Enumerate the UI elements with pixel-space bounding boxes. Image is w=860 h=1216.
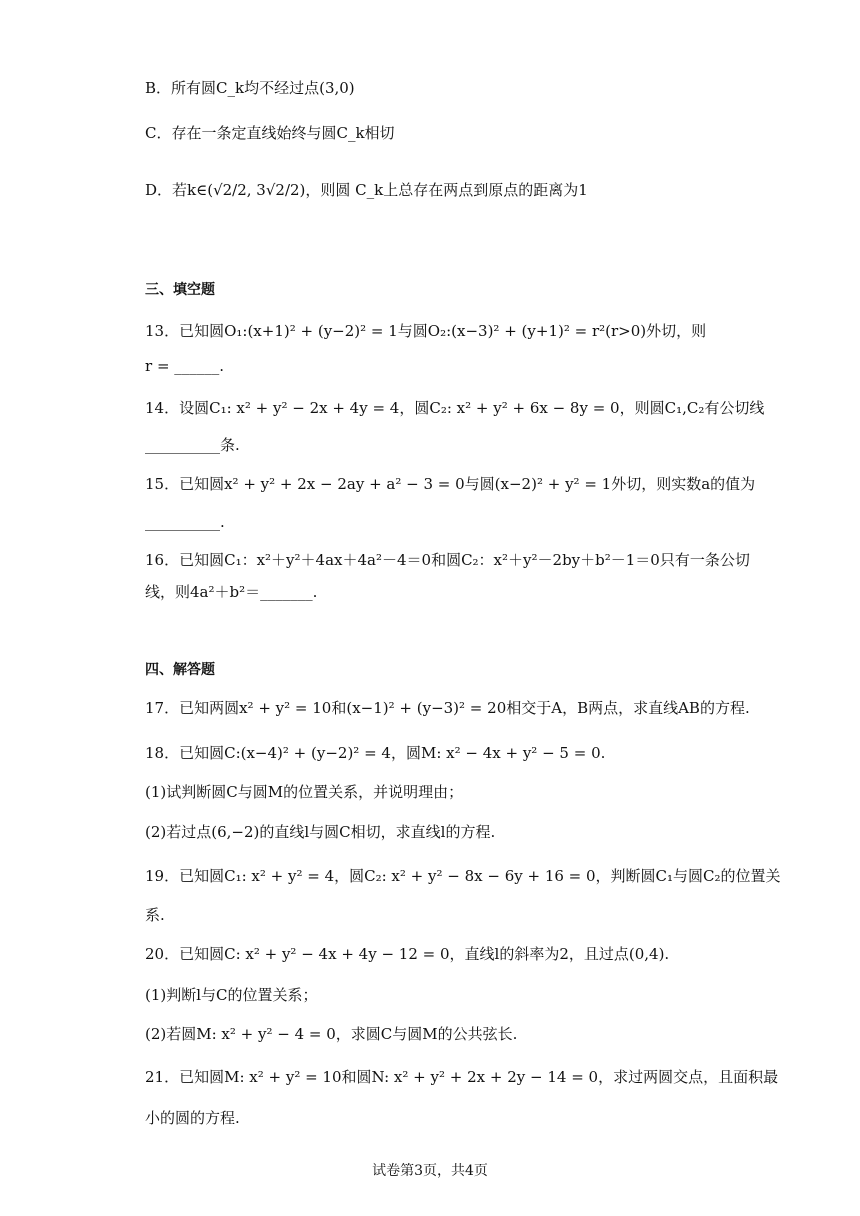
question-15-line-1: 15．已知圆x² + y² + 2x − 2ay + a² − 3 = 0与圆(x−2)² + y² = 1外切，则实数a的值为 <box>145 475 756 493</box>
question-13-line-2: r = ______. <box>145 357 225 375</box>
section-heading-solve: 四、解答题 <box>145 662 215 678</box>
question-20-part-1: (1)判断l与C的位置关系； <box>145 986 318 1004</box>
page-footer: 试卷第3页，共4页 <box>372 1163 488 1179</box>
question-13-line-1: 13．已知圆O₁:(x+1)² + (y−2)² = 1与圆O₂:(x−3)² + (y+1)² = r²(r>0)外切，则 <box>145 322 707 340</box>
question-17: 17．已知两圆x² + y² = 10和(x−1)² + (y−3)² = 20相交于A，B两点，求直线AB的方程. <box>145 699 750 717</box>
question-18-part-1: (1)试判断圆C与圆M的位置关系，并说明理由； <box>145 783 464 801</box>
question-20-part-2: (2)若圆M: x² + y² − 4 = 0，求圆C与圆M的公共弦长. <box>145 1025 518 1043</box>
option-d: D．若k∈(√2/2, 3√2/2)，则圆 C_k上总存在两点到原点的距离为1 <box>145 181 588 199</box>
question-14-line-1: 14．设圆C₁: x² + y² − 2x + 4y = 4，圆C₂: x² + y² + 6x − 8y = 0，则圆C₁,C₂有公切线 <box>145 399 765 417</box>
question-16-line-1: 16．已知圆C₁：x²＋y²＋4ax＋4a²－4＝0和圆C₂：x²＋y²－2by＋b²－1＝0只有一条公切 <box>145 551 750 569</box>
question-21-line-2: 小的圆的方程. <box>145 1109 240 1127</box>
question-21-line-1: 21．已知圆M: x² + y² = 10和圆N: x² + y² + 2x + 2y − 14 = 0，求过两圆交点，且面积最 <box>145 1068 779 1086</box>
option-c: C．存在一条定直线始终与圆C_k相切 <box>145 124 395 142</box>
question-19-line-1: 19．已知圆C₁: x² + y² = 4，圆C₂: x² + y² − 8x − 6y + 16 = 0，判断圆C₁与圆C₂的位置关 <box>145 867 781 885</box>
question-14-line-2: __________条. <box>145 436 240 454</box>
option-b: B．所有圆C_k均不经过点(3,0) <box>145 79 355 97</box>
question-18-part-2: (2)若过点(6,−2)的直线l与圆C相切，求直线l的方程. <box>145 823 496 841</box>
question-20: 20．已知圆C: x² + y² − 4x + 4y − 12 = 0，直线l的斜率为2，且过点(0,4). <box>145 945 670 963</box>
section-heading-fill-blank: 三、填空题 <box>145 282 215 298</box>
question-19-line-2: 系. <box>145 906 165 924</box>
question-18: 18．已知圆C:(x−4)² + (y−2)² = 4，圆M: x² − 4x + y² − 5 = 0. <box>145 744 606 762</box>
question-16-line-2: 线，则4a²＋b²＝_______. <box>145 583 318 601</box>
question-15-line-2: __________. <box>145 513 225 531</box>
